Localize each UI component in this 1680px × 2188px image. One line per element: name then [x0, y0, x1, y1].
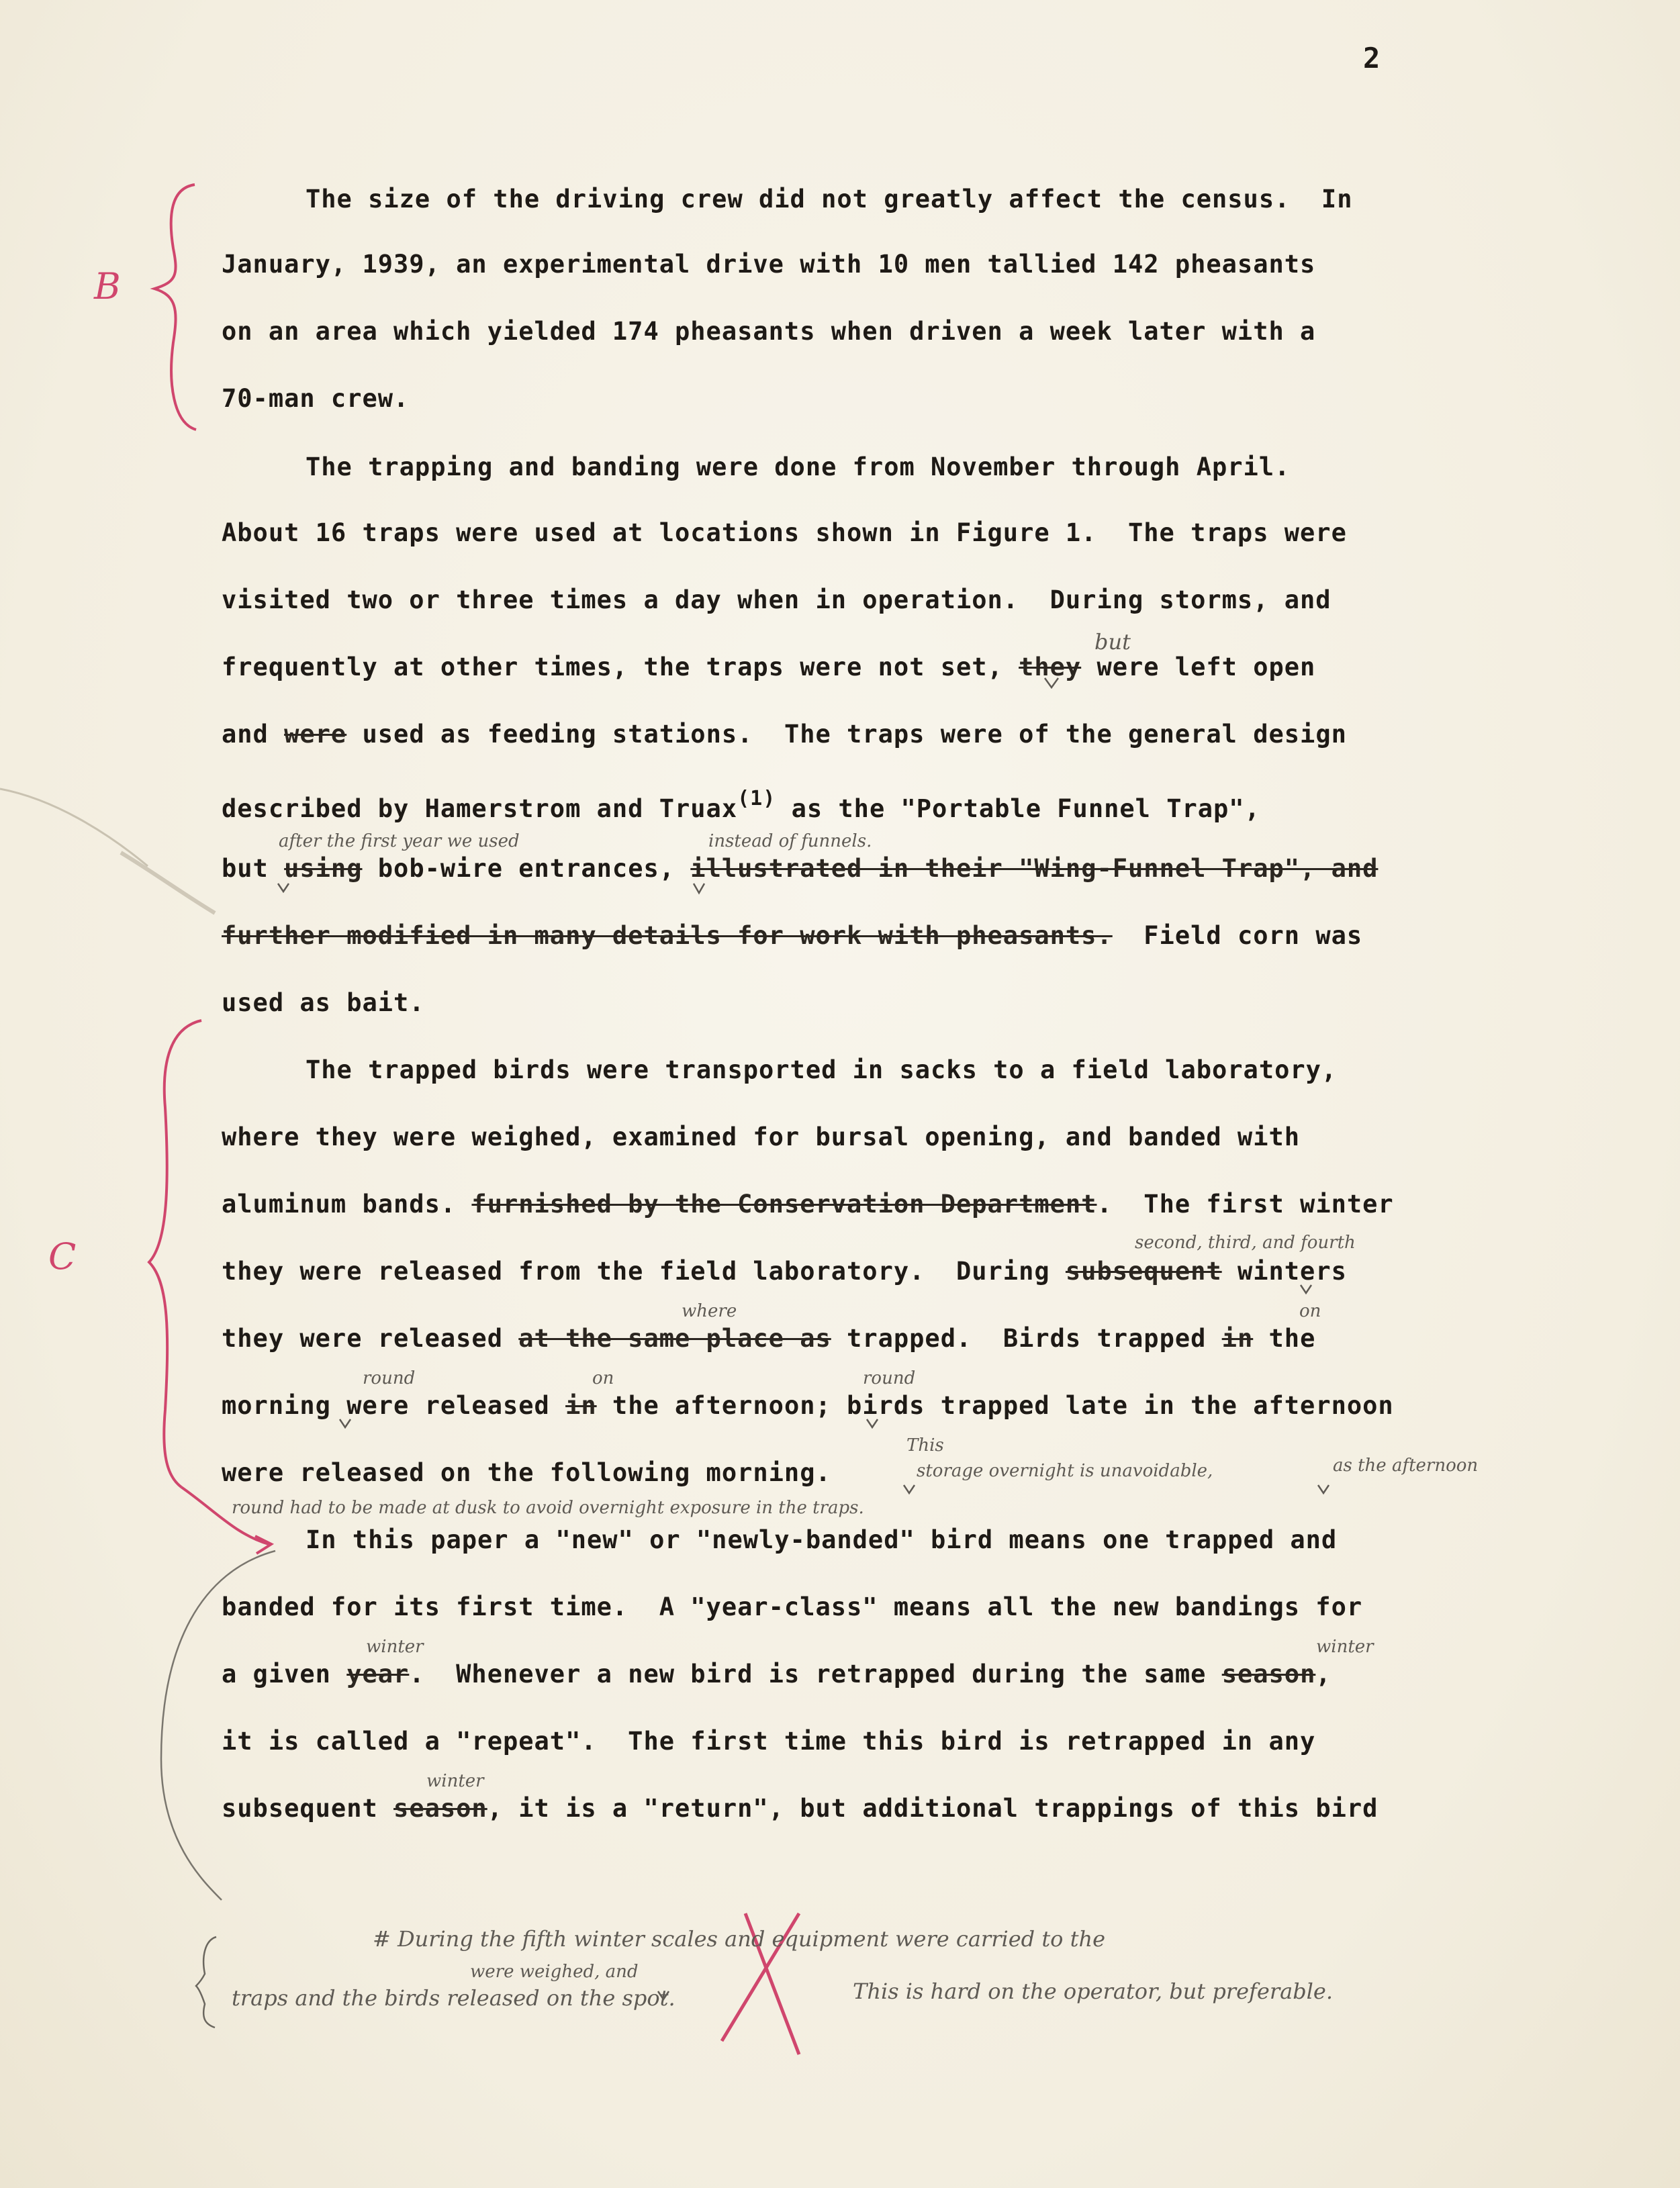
- p3-line-2: where they were weighed, examined for bursal opening, and banded with: [222, 1123, 1301, 1151]
- p3-line-3: aluminum bands. furnished by the Conservation Department. The first winter: [222, 1190, 1394, 1219]
- insert-as-afternoon: as the afternoon: [1333, 1456, 1479, 1476]
- insert-this: This: [906, 1435, 944, 1456]
- p1-line-1: The size of the driving crew did not greatly affect the census. In: [306, 185, 1353, 213]
- p2-line-3: visited two or three times a day when in operation. During storms, and: [222, 585, 1332, 614]
- p2-line-4: frequently at other times, the traps were not set, they were left open: [222, 653, 1316, 681]
- p1-line-2: January, 1939, an experimental drive with 10 men tallied 142 pheasants: [222, 250, 1316, 279]
- red-brace-b: [154, 185, 196, 430]
- p3-line-5: they were released at the same place as trapped. Birds trapped in the: [222, 1324, 1316, 1353]
- margin-letter-b: B: [94, 265, 121, 307]
- p4-line-3: a given year. Whenever a new bird is retrapped during the same season,: [222, 1660, 1332, 1688]
- insert-storage-overnight: storage overnight is unavoidable,: [917, 1461, 1213, 1481]
- p2-line-5: and were used as feeding stations. The traps were of the general design: [222, 720, 1347, 749]
- p2-line-6: described by Hamerstrom and Truax$^{(1)}$ as the "Portable Funnel Trap",: [222, 787, 1260, 823]
- p4-line-4: it is called a "repeat". The first time this bird is retrapped in any: [222, 1727, 1316, 1756]
- p2-line-8: further modified in many details for work with pheasants. Field corn was: [222, 921, 1363, 950]
- insert-but: but: [1094, 629, 1131, 655]
- p3-line-7: were released on the following morning.: [222, 1458, 831, 1487]
- insert-winter-3: winter: [426, 1771, 484, 1791]
- insert-instead-of-funnels: instead of funnels.: [708, 831, 872, 851]
- insert-after-first-year: after the first year we used: [279, 831, 520, 851]
- p4-line-5: subsequent season, it is a "return", but additional trappings of this bird: [222, 1794, 1379, 1823]
- insert-winter-2: winter: [1316, 1637, 1374, 1657]
- margin-letter-c: C: [48, 1235, 77, 1278]
- p2-line-7: but using bob-wire entrances, illustrated in their "Wing-Funnel Trap", and: [222, 854, 1379, 883]
- pencil-brace-note: [196, 1937, 216, 2028]
- insert-round-1: round: [363, 1368, 416, 1388]
- p1-line-4: 70-man crew.: [222, 384, 410, 413]
- insert-second-third-fourth: second, third, and fourth: [1135, 1233, 1356, 1253]
- red-brace-c: [149, 1020, 201, 1487]
- footnote-ref: (1): [737, 787, 776, 810]
- insert-round-2: round: [863, 1368, 916, 1388]
- insert-where: where: [682, 1301, 737, 1321]
- p2-line-9: used as bait.: [222, 988, 425, 1017]
- p4-line-1: In this paper a "new" or "newly-banded" bird means one trapped and: [306, 1525, 1338, 1554]
- insert-on-2: on: [592, 1368, 614, 1388]
- note-insert-weighed: were weighed, and: [470, 1962, 639, 1982]
- p1-line-3: on an area which yielded 174 pheasants when driven a week later with a: [222, 317, 1316, 346]
- insert-winter-1: winter: [366, 1637, 424, 1657]
- p3-line-1: The trapped birds were transported in sacks to a field laboratory,: [306, 1055, 1338, 1084]
- note-line-2a: traps and the birds released on the spot.: [232, 1985, 675, 2011]
- insert-on-1: on: [1299, 1301, 1321, 1321]
- p2-line-1: The trapping and banding were done from November through April.: [306, 453, 1291, 481]
- p4-line-2: banded for its first time. A "year-class" means all the new bandings for: [222, 1592, 1363, 1621]
- note-line-2b: This is hard on the operator, but preferable.: [853, 1979, 1334, 2004]
- note-line-1: # During the fifth winter scales and equipment were carried to the: [373, 1926, 1106, 1952]
- p3-line-6: morning were released in the afternoon; birds trapped late in the afternoon: [222, 1391, 1394, 1420]
- insert-round-had-to-be: round had to be made at dusk to avoid overnight exposure in the traps.: [232, 1498, 864, 1518]
- p2-line-2: About 16 traps were used at locations shown in Figure 1. The traps were: [222, 518, 1347, 547]
- p3-line-4: they were released from the field laboratory. During subsequent winters: [222, 1257, 1347, 1286]
- page-number: 2: [1363, 42, 1381, 75]
- red-arrow-head: [255, 1536, 271, 1554]
